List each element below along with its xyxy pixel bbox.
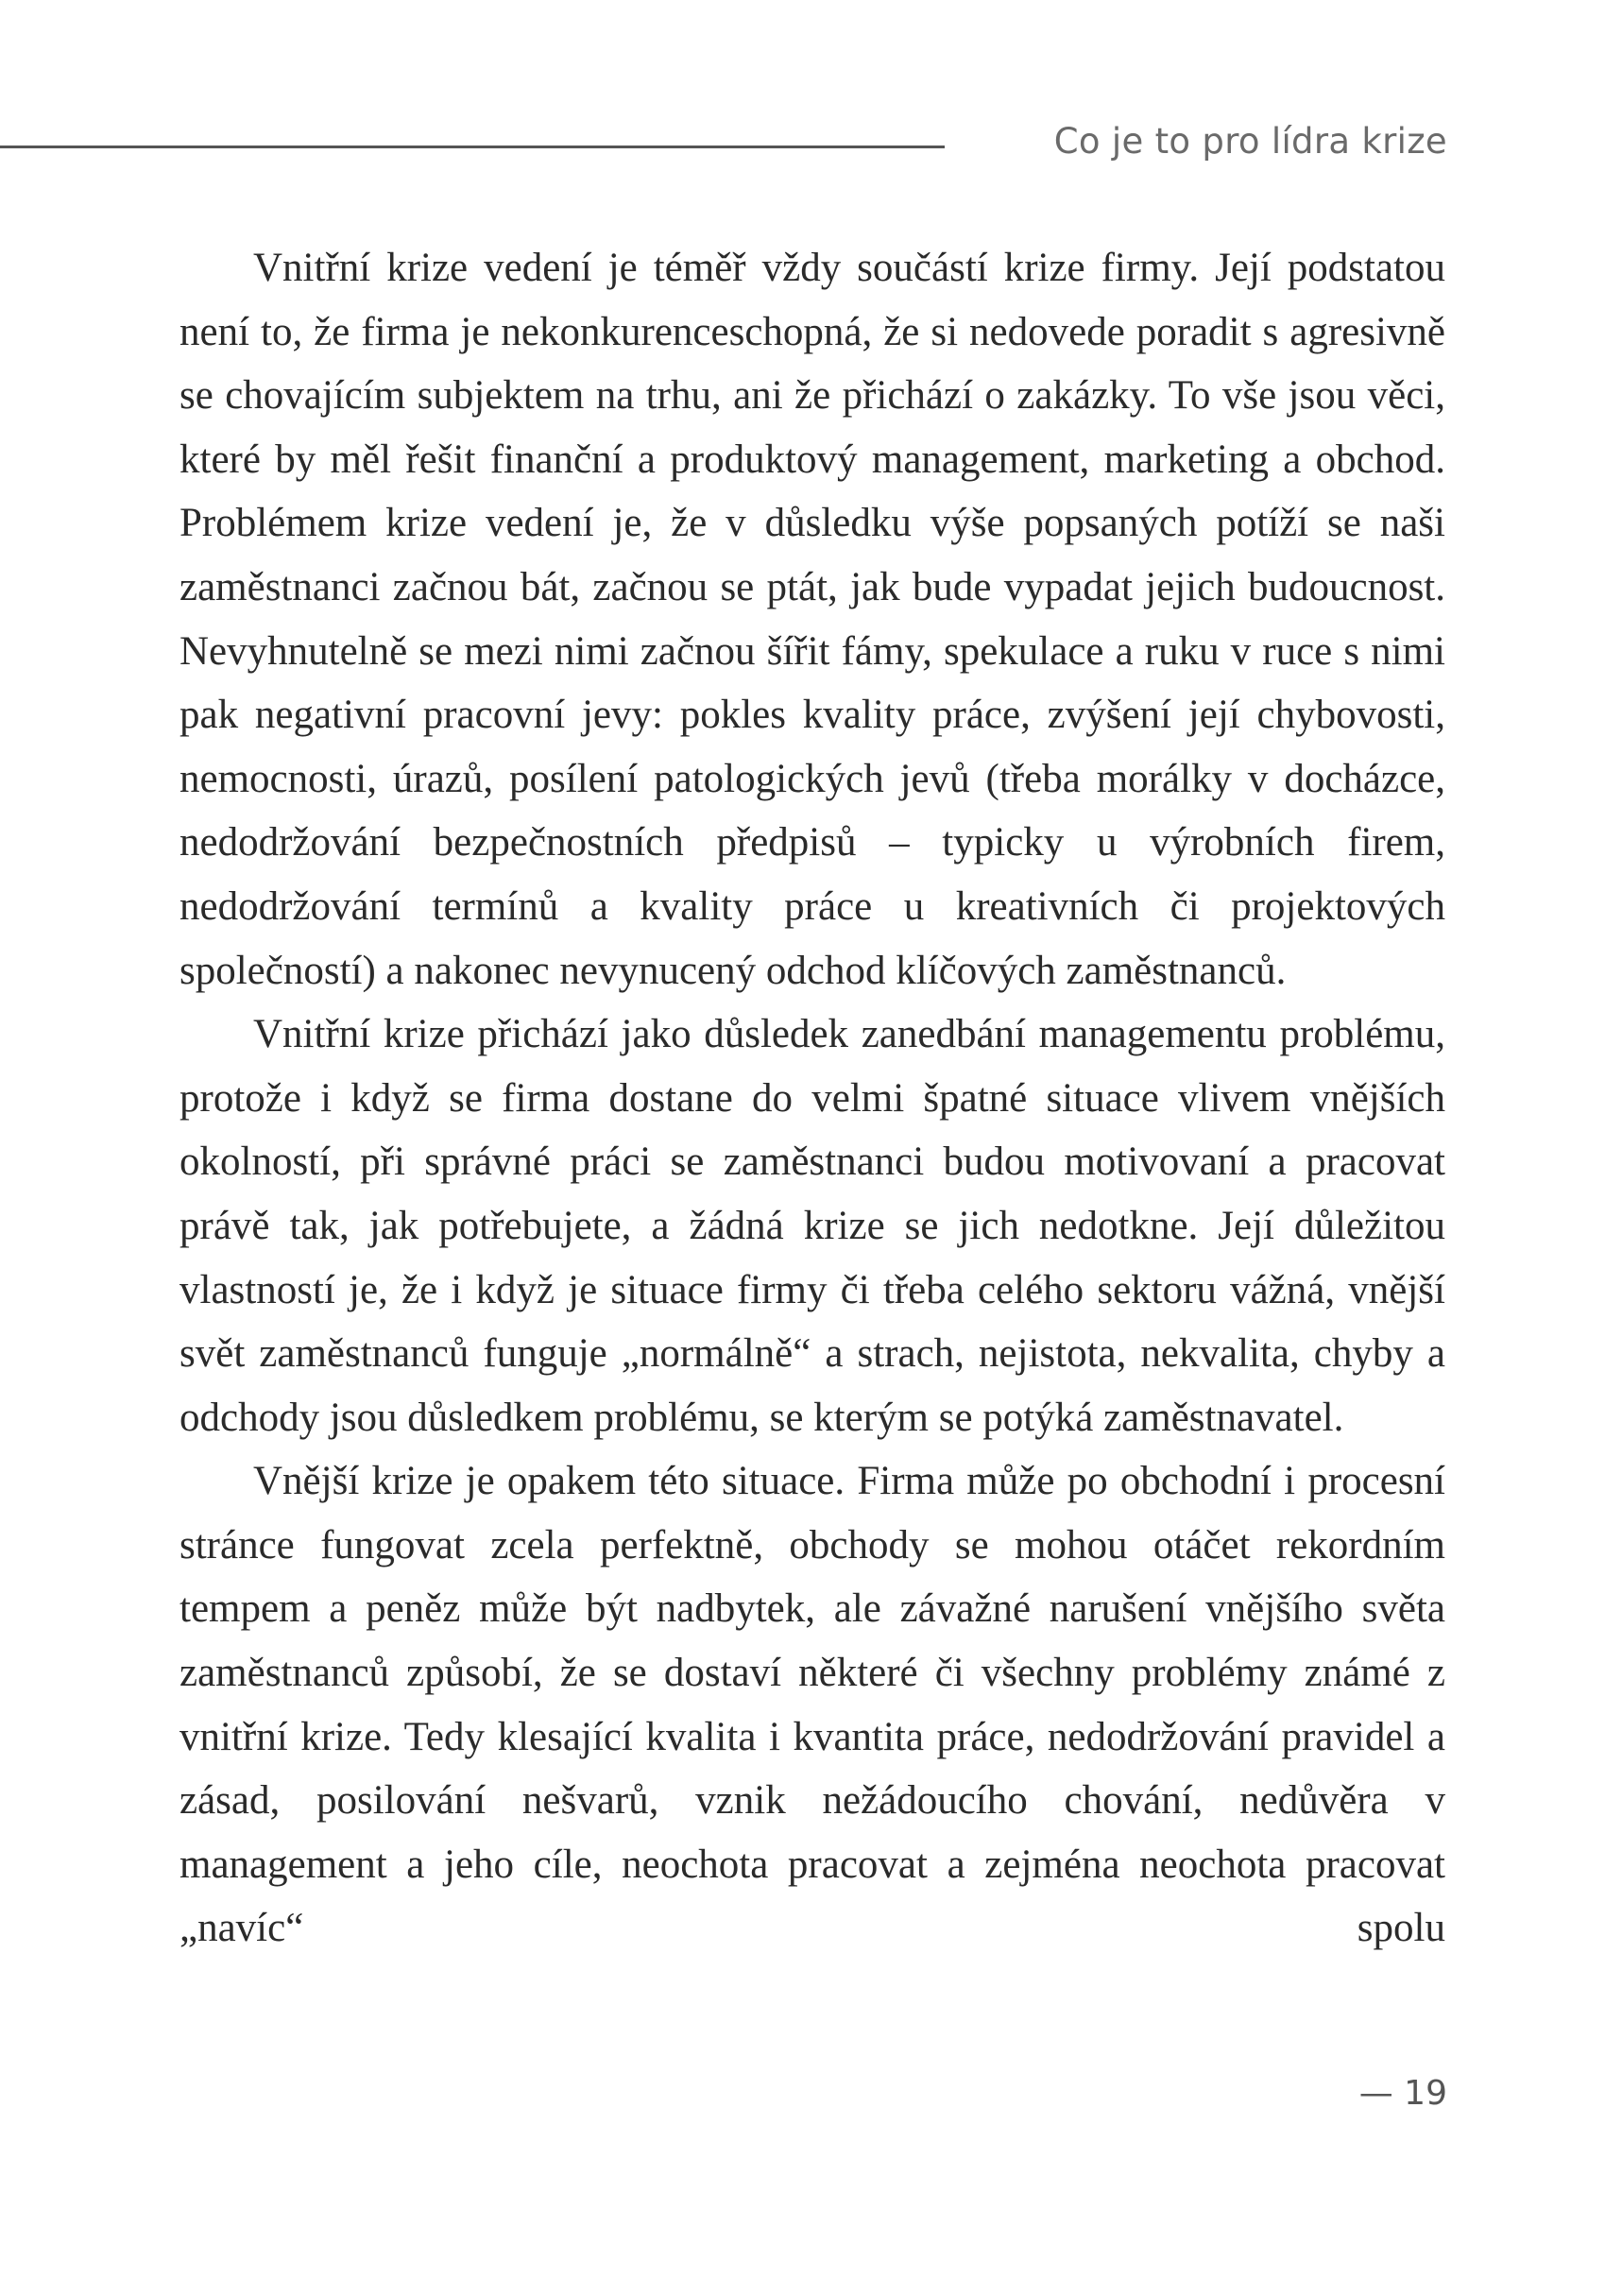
paragraph-3: Vnější krize je opakem této situace. Firma může po obchodní i procesní stránce fungovat zcela perfektně, obchody se mohou otáčet rekordním tempem a peněz může být nadbytek, ale závažné narušení vnějšího světa zaměstnanců způsobí, že se dostaví některé či všechny problémy známé z vnitřní krize. Tedy klesající kvalita i kvantita práce, nedodržování pravidel a zásad, posilování nešvarů, vznik nežádoucího chování, nedůvěra v management a jeho cíle, neochota pracovat a zejména neochota pracovat „navíc“ spolu bbox=[179, 1459, 1445, 1951]
page-number: — 19 bbox=[1358, 2074, 1447, 2113]
running-header bbox=[0, 121, 1447, 178]
header-rule bbox=[0, 146, 945, 148]
running-title: Co je to pro lídra krize bbox=[1053, 121, 1447, 162]
paragraph-2: Vnitřní krize přichází jako důsledek zanedbání managementu problému, protože i když se firma dostane do velmi špatné situace vlivem vnějších okolností, při správné práci se zaměstnanci budou motivovaní a pracovat právě tak, jak potřebujete, a žádná krize se jich nedotkne. Její důležitou vlastností je, že i když je situace firmy či třeba celého sektoru vážná, vnější svět zaměstnanců funguje „normálně“ a strach, nejistota, nekvalita, chyby a odchody jsou důsledkem problému, se kterým se potýká zaměstnavatel. bbox=[179, 1012, 1445, 1440]
body-text bbox=[179, 236, 1445, 1961]
paragraph-1: Vnitřní krize vedení je téměř vždy součástí krize firmy. Její podstatou není to, že firma je nekonkurenceschopná, že si nedovede poradit s agresivně se chovajícím subjektem na trhu, ani že přichází o zakázky. To vše jsou věci, které by měl řešit finanční a produktový management, marketing a obchod. Problémem krize vedení je, že v důsledku výše popsaných potíží se naši zaměstnanci začnou bát, začnou se ptát, jak bude vypadat jejich budoucnost. Nevyhnutelně se mezi nimi začnou šířit fámy, spekulace a ruku v ruce s nimi pak negativní pracovní jevy: pokles kvality práce, zvýšení její chybovosti, nemocnosti, úrazů, posílení patologických jevů (třeba morálky v docházce, nedodržování bezpečnostních předpisů – typicky u výrobních firem, nedodržování termínů a kvality práce u kreativních či projektových společností) a nakonec nevynucený odchod klíčových zaměstnanců. bbox=[179, 246, 1445, 993]
